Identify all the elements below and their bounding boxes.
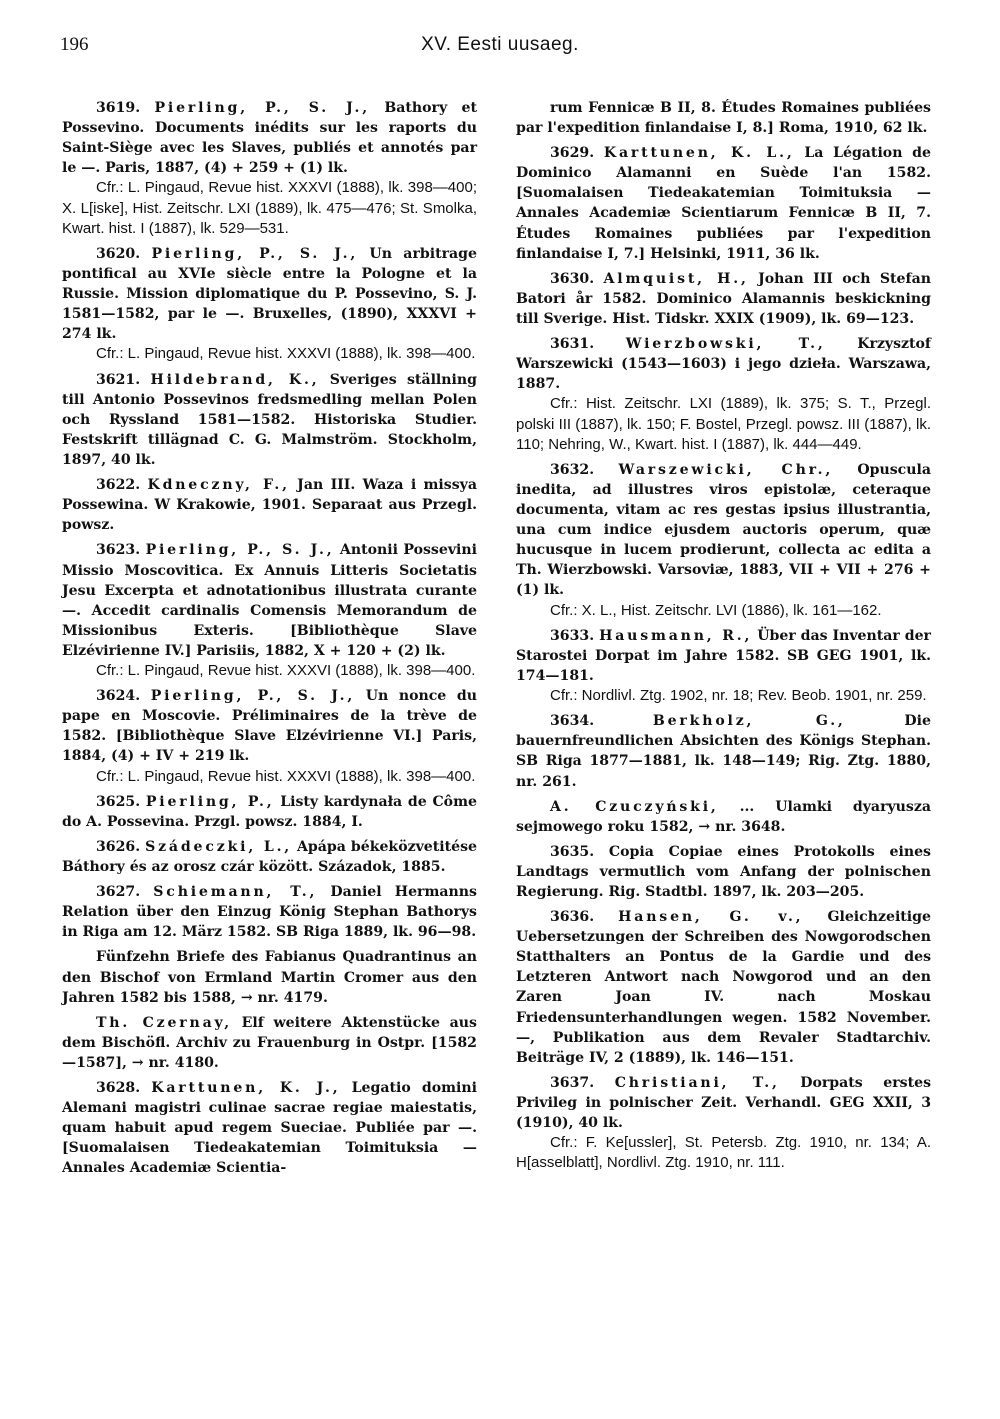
entry-number: 3631. <box>550 336 595 353</box>
bibliography-entry <box>516 1073 931 1174</box>
entry-body: Apápa békeközvetitése Báthory és az orosz czár között. Századok, 1885. <box>62 838 477 876</box>
entry-body: Un nonce du pape en Moscovie. Préliminaires de la trève de 1582. [Bibliothèque Slave Elzévirienne VI.] Paris, 1884, (4) + IV + 219 lk. <box>62 688 477 765</box>
page-header <box>60 34 940 66</box>
entry-author: Christiani, T., <box>614 1074 780 1091</box>
entry-review-references: Cfr.: Nordlivl. Ztg. 1902, nr. 18; Rev. Beob. 1901, nr. 259. <box>550 687 927 705</box>
bibliography-entry <box>62 98 477 239</box>
bibliography-entry <box>516 334 931 455</box>
entry-text <box>516 797 931 837</box>
entry-text <box>516 98 931 138</box>
entry-text <box>516 626 931 686</box>
bibliography-entry <box>62 244 477 365</box>
entry-body: Die bauernfreundlichen Absichten des Königs Stephan. SB Riga 1877—1881, lk. 148—149; Rig. Ztg. 1880, nr. 261. <box>516 713 931 790</box>
entry-text <box>516 842 931 902</box>
entry-text <box>62 837 477 877</box>
entry-number: 3632. <box>550 461 595 478</box>
entry-number: 3635. <box>550 843 595 860</box>
entry-body: Jan III. Waza i missya Possewina. W Krakowie, 1901. Separaat aus Przegl. powsz. <box>62 477 477 534</box>
entry-author: Pierling, P., S. J., <box>150 688 356 705</box>
entry-text <box>62 98 477 178</box>
entry-author: Wierzbowski, T., <box>625 336 826 353</box>
entry-text <box>516 1073 931 1133</box>
entry-author: Hansen, G. v., <box>618 909 804 926</box>
entry-review-references: Cfr.: Hist. Zeitschr. LXI (1889), lk. 375; S. T., Przegl. polski III (1887), lk. 150; F. Bostel, Przegl. powsz. III (1887), lk. 110; Nehring, W., Kwart. hist. I (1887), lk. 444—449. <box>516 395 931 453</box>
bibliography-entry <box>516 797 931 837</box>
entry-review-references: Cfr.: L. Pingaud, Revue hist. XXXVI (1888), lk. 398—400; X. L[iske], Hist. Zeitschr. LXI (1889), lk. 475—476; St. Smolka, Kwart. hist. I (1887), lk. 529—531. <box>62 179 477 237</box>
entry-text <box>516 269 931 329</box>
entry-body: Johan III och Stefan Batori år 1582. Dominico Alamannis beskickning till Sverige. Hist. Tidskr. XXIX (1909), lk. 69—123. <box>516 270 931 327</box>
entry-body: Über das Inventar der Starostei Dorpat im Jahre 1582. SB GEG 1901, lk. 174—181. <box>516 627 931 684</box>
bibliography-entry <box>62 947 477 1007</box>
bibliography-entry <box>516 98 931 138</box>
bibliography-entry <box>516 907 931 1068</box>
entry-number: 3636. <box>550 909 595 926</box>
entry-text <box>62 686 477 766</box>
entry-review-references: Cfr.: X. L., Hist. Zeitschr. LVI (1886), lk. 161—162. <box>550 601 882 619</box>
entry-text <box>62 947 477 1007</box>
entry-body: Antonii Possevini Missio Moscovitica. Ex Annuis Litteris Societatis Jesu Excerpta et adnotationibus illustrata curante —. Accedit cardinalis Comensis Memorandum de Missionibus Exteris. [Bibliothèque Slave Elzévirienne IV.] Parisiis, 1882, X + 120 + (2) lk. <box>62 542 477 659</box>
entry-text <box>516 907 931 1068</box>
entry-text <box>516 334 931 394</box>
entry-author: Kdneczny, F., <box>147 477 290 494</box>
entry-text <box>516 711 931 791</box>
entry-number: 3621. <box>96 371 141 388</box>
entry-text <box>62 370 477 470</box>
entry-author: Pierling, P., S. J., <box>151 245 359 262</box>
entry-body: Elf weitere Aktenstücke aus dem Bischöfl. Archiv zu Frauenburg in Ostpr. [1582—1587], → nr. 4180. <box>62 1014 477 1071</box>
bibliography-entry <box>62 540 477 681</box>
entry-author: Karttunen, K. J., <box>151 1079 341 1096</box>
bibliography-entry <box>516 626 931 706</box>
running-head: XV. Eesti uusaeg. <box>421 34 579 55</box>
entry-body: Listy kardynała de Côme do A. Possevina. Przgl. powsz. 1884, I. <box>62 793 477 830</box>
entry-number: 3627. <box>96 884 141 901</box>
entry-number: 3620. <box>96 245 141 262</box>
entry-author: Hildebrand, K., <box>150 371 320 388</box>
right-column <box>516 98 931 1179</box>
entry-author: Almquist, H., <box>603 270 749 287</box>
entry-text <box>516 460 931 601</box>
entry-author: Berkholz, G., <box>652 713 846 730</box>
entry-author: Hausmann, R., <box>599 627 753 644</box>
entry-number: 3633. <box>550 627 595 644</box>
entry-number: 3622. <box>96 477 141 494</box>
entry-body: Daniel Hermanns Relation über den Einzug König Stephan Bathorys in Riga am 12. März 1582. SB Riga 1889, lk. 96—98. <box>62 884 477 941</box>
entry-author: A. Czuczyński, <box>550 798 719 815</box>
entry-body: Legatio domini Alemani magistri culinae sacrae regiae maiestatis, quam habuit apud regem Sueciae. Publiée par —. [Suomalaisen Tiedeakatemian Toimituksia — Annales Academiæ Scientia- <box>62 1079 477 1177</box>
entry-number: 3629. <box>550 145 595 162</box>
entry-body: Krzysztof Warszewicki (1543—1603) i jego dzieła. Warszawa, 1887. <box>516 336 931 393</box>
entry-text <box>62 1013 477 1073</box>
entry-author: Th. Czernay, <box>96 1014 232 1031</box>
bibliography-entry <box>516 711 931 791</box>
entry-review-references: Cfr.: L. Pingaud, Revue hist. XXXVI (1888), lk. 398—400. <box>96 661 476 679</box>
entry-author: Schiemann, T., <box>153 884 318 901</box>
bibliography-entry <box>62 837 477 877</box>
entry-text <box>62 540 477 661</box>
entry-review-references: Cfr.: L. Pingaud, Revue hist. XXXVI (1888), lk. 398—400. <box>96 767 476 785</box>
entry-text <box>62 792 477 832</box>
bibliography-entry <box>62 792 477 832</box>
entry-author: Szádeczki, L., <box>145 838 293 855</box>
entry-body: Gleichzeitige Uebersetzungen der Schreiben des Nowgorodschen Statthalters an Pontus de la Gardie und des Letzteren Antwort nach Nowgorod und an den Zaren Joan IV. nach Moskau Friedensunterhandlungen wegen. 1582 November. —, Publikation aus dem Revaler Stadtarchiv. Beiträge IV, 2 (1889), lk. 146—151. <box>516 909 931 1066</box>
entry-number: 3625. <box>96 793 141 810</box>
entry-author: Pierling, P., <box>145 793 275 810</box>
bibliography-entry <box>516 143 931 264</box>
entry-text <box>62 244 477 344</box>
entry-body: rum Fennicæ B II, 8. Études Romaines publiées par l'expedition finlandaise I, 8.] Roma, 1910, 62 lk. <box>516 100 931 137</box>
entry-text <box>62 475 477 535</box>
bibliography-entry <box>62 1013 477 1073</box>
entry-body: Un arbitrage pontifical au XVIe siècle entre la Pologne et la Russie. Mission diplomatique du P. Possevino, S. J. 1581—1582, par le —. Bruxelles, (1890), XXXVI + 274 lk. <box>62 245 477 343</box>
entry-body: Dorpats erstes Privileg in polnischer Zeit. Verhandl. GEG XXII, 3 (1910), 40 lk. <box>516 1074 932 1132</box>
entry-body: La Légation de Dominico Alamanni en Suède l'an 1582. [Suomalaisen Tiedeakatemian Toimituksia — Annales Academiæ Scientiarum Fennicæ B II, 7. Études Romaines publiées par l'expedition finlandaise I, 7.] Helsinki, 1911, 36 lk. <box>516 145 931 262</box>
left-column <box>62 98 477 1183</box>
entry-number: 3623. <box>96 542 141 559</box>
entry-author: Pierling, P., S. J., <box>145 542 335 559</box>
entry-author: Pierling, P., S. J., <box>154 100 370 116</box>
bibliography-entry <box>62 686 477 787</box>
entry-text <box>62 882 477 942</box>
entry-body: Fünfzehn Briefe des Fabianus Quadrantinus an den Bischof von Ermland Martin Cromer aus den Jahren 1582 bis 1588, → nr. 4179. <box>62 949 477 1006</box>
entry-number: 3628. <box>96 1079 141 1096</box>
entry-number: 3619. <box>96 100 141 116</box>
entry-body: Opuscula inedita, ad illustres viros epistolæ, ceteraque documenta, vitam ac res gestas ipsius illustrantia, una cum indice ejusdem auctoris operum, quæ hucusque in lucem prodierunt, collecta ac edita a Th. Wierzbowski. Varsoviæ, 1883, VII + VII + 276 + (1) lk. <box>516 461 931 599</box>
bibliography-entry <box>62 370 477 470</box>
bibliography-entry <box>62 1078 477 1178</box>
entry-number: 3626. <box>96 838 141 855</box>
entry-number: 3630. <box>550 270 595 287</box>
entry-review-references: Cfr.: F. Ke[ussler], St. Petersb. Ztg. 1910, nr. 134; A. H[asselblatt], Nordlivl. Ztg. 1910, nr. 111. <box>516 1134 931 1172</box>
entry-number: 3624. <box>96 688 141 705</box>
entry-text <box>516 143 931 264</box>
entry-text <box>62 1078 477 1178</box>
entry-body: Sveriges ställning till Antonio Possevinos fredsmedling mellan Polen och Ryssland 1581—1582. Historiska Studier. Festskrift tillägnad C. G. Malmström. Stockholm, 1897, 40 lk. <box>62 371 477 469</box>
entry-author: Karttunen, K. L., <box>603 145 795 162</box>
bibliography-entry <box>516 269 931 329</box>
bibliography-entry <box>516 460 931 621</box>
bibliography-entry <box>516 842 931 902</box>
entry-body: Copia Copiae eines Protokolls eines Landtags vermutlich vom Anfang der polnischen Regierung. Rig. Stadtbl. 1897, lk. 203—205. <box>516 843 931 901</box>
page-number: 196 <box>60 34 89 55</box>
entry-body: ... Ulamki dyaryusza sejmowego roku 1582, → nr. 3648. <box>516 798 931 835</box>
entry-review-references: Cfr.: L. Pingaud, Revue hist. XXXVI (1888), lk. 398—400. <box>96 345 476 363</box>
bibliography-entry <box>62 882 477 942</box>
entry-number: 3634. <box>550 713 595 730</box>
entry-body: Bathory et Possevino. Documents inédits sur les raports du Saint-Siège avec les Slaves, publiés et annotés par le —. Paris, 1887, (4) + 259 + (1) lk. <box>62 100 477 177</box>
bibliography-entry <box>62 475 477 535</box>
entry-author: Warszewicki, Chr., <box>618 461 834 478</box>
entry-number: 3637. <box>550 1074 595 1091</box>
